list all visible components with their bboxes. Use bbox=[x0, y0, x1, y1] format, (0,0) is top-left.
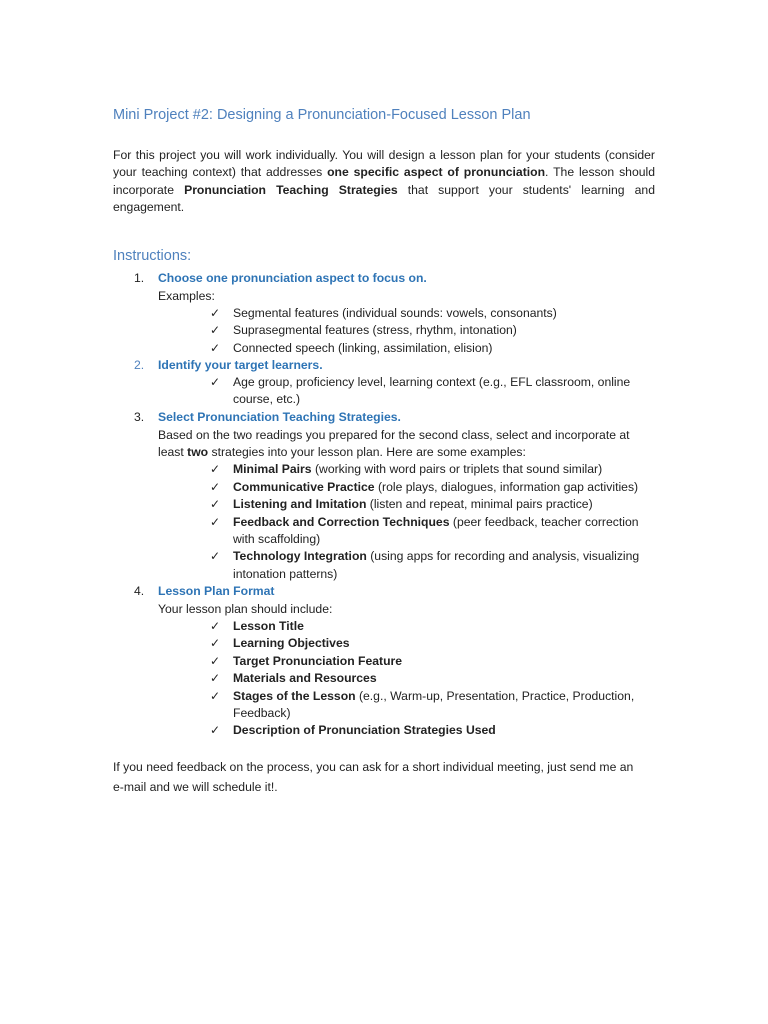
checkmark-icon: ✓ bbox=[210, 341, 221, 355]
checkmark-icon: ✓ bbox=[210, 654, 221, 668]
item-bold: Learning Objectives bbox=[233, 636, 350, 650]
list-item bbox=[233, 670, 377, 687]
step-title: Choose one pronunciation aspect to focus on. bbox=[158, 271, 427, 285]
checkmark-icon: ✓ bbox=[210, 636, 221, 650]
instructions-heading: Instructions: bbox=[113, 248, 192, 264]
list-item bbox=[233, 514, 639, 531]
item-bold: Description of Pronunciation Strategies Used bbox=[233, 723, 496, 737]
step-subtext bbox=[158, 444, 526, 461]
step-number: 1. bbox=[134, 271, 145, 285]
step-title: Identify your target learners. bbox=[158, 358, 323, 372]
list-item: Age group, proficiency level, learning context (e.g., EFL classroom, online bbox=[233, 375, 631, 389]
item-bold: Minimal Pairs bbox=[233, 462, 312, 476]
item-bold: Materials and Resources bbox=[233, 671, 377, 685]
checkmark-icon: ✓ bbox=[210, 515, 221, 529]
list-item bbox=[233, 479, 638, 496]
item-text: (working with word pairs or triplets that sound similar) bbox=[311, 462, 603, 476]
list-item-continuation: intonation patterns) bbox=[233, 567, 338, 581]
list-item bbox=[233, 688, 634, 705]
intro-paragraph bbox=[113, 147, 655, 217]
list-item bbox=[233, 618, 304, 635]
list-item: Suprasegmental features (stress, rhythm, intonation) bbox=[233, 323, 517, 337]
checkmark-icon: ✓ bbox=[210, 671, 221, 685]
list-item bbox=[233, 548, 639, 565]
closing-line: e-mail and we will schedule it!. bbox=[113, 780, 278, 794]
checkmark-icon: ✓ bbox=[210, 480, 221, 494]
checkmark-icon: ✓ bbox=[210, 306, 221, 320]
subtext-bold: two bbox=[187, 445, 209, 459]
item-text: (using apps for recording and analysis, visualizing bbox=[366, 549, 640, 563]
list-item bbox=[233, 722, 496, 739]
list-item-continuation: Feedback) bbox=[233, 706, 291, 720]
checkmark-icon: ✓ bbox=[210, 549, 221, 563]
step-number: 2. bbox=[134, 358, 145, 372]
item-bold: Communicative Practice bbox=[233, 480, 375, 494]
step-subtext: Based on the two readings you prepared for the second class, select and incorporate at bbox=[158, 428, 630, 442]
subtext-part: least bbox=[158, 445, 188, 459]
item-bold: Technology Integration bbox=[233, 549, 367, 563]
item-text: (role plays, dialogues, information gap activities) bbox=[374, 480, 639, 494]
closing-paragraph bbox=[113, 757, 658, 797]
step-subtext: Your lesson plan should include: bbox=[158, 602, 333, 616]
list-item bbox=[233, 653, 402, 670]
checkmark-icon: ✓ bbox=[210, 689, 221, 703]
checkmark-icon: ✓ bbox=[210, 375, 221, 389]
item-bold: Lesson Title bbox=[233, 619, 304, 633]
item-bold: Listening and Imitation bbox=[233, 497, 367, 511]
item-bold: Target Pronunciation Feature bbox=[233, 654, 403, 668]
subtext-part: strategies into your lesson plan. Here are some examples: bbox=[208, 445, 526, 459]
list-item bbox=[233, 496, 593, 513]
list-item-continuation: with scaffolding) bbox=[233, 532, 321, 546]
intro-text-3: that support your students' learning and engagement. bbox=[113, 182, 655, 215]
item-text: (peer feedback, teacher correction bbox=[449, 515, 639, 529]
item-bold: Feedback and Correction Techniques bbox=[233, 515, 450, 529]
list-item: Connected speech (linking, assimilation, elision) bbox=[233, 341, 493, 355]
item-bold: Stages of the Lesson bbox=[233, 689, 356, 703]
checkmark-icon: ✓ bbox=[210, 619, 221, 633]
intro-text-2: . The lesson should incorporate bbox=[113, 165, 655, 197]
checkmark-icon: ✓ bbox=[210, 723, 221, 737]
step-number: 4. bbox=[134, 584, 145, 598]
intro-text-1: For this project you will work individually. You will design a lesson plan for your students (consider your teaching context) that addresses bbox=[113, 148, 655, 180]
checkmark-icon: ✓ bbox=[210, 497, 221, 511]
list-item: Segmental features (individual sounds: vowels, consonants) bbox=[233, 306, 557, 320]
list-item bbox=[233, 461, 602, 478]
list-item-continuation: course, etc.) bbox=[233, 392, 301, 406]
checkmark-icon: ✓ bbox=[210, 462, 221, 476]
document-title: Mini Project #2: Designing a Pronunciation-Focused Lesson Plan bbox=[113, 107, 531, 123]
step-number: 3. bbox=[134, 410, 145, 424]
step-title: Lesson Plan Format bbox=[158, 584, 275, 598]
item-text: (e.g., Warm-up, Presentation, Practice, Production, bbox=[355, 689, 635, 703]
checkmark-icon: ✓ bbox=[210, 323, 221, 337]
step-title: Select Pronunciation Teaching Strategies. bbox=[158, 410, 401, 424]
closing-line: If you need feedback on the process, you can ask for a short individual meeting, just send me an bbox=[113, 760, 634, 774]
step-subtext: Examples: bbox=[158, 289, 215, 303]
list-item bbox=[233, 635, 350, 652]
intro-bold-2: Pronunciation Teaching Strategies bbox=[184, 182, 398, 197]
intro-bold-1: one specific aspect of pronunciation bbox=[327, 165, 546, 180]
item-text: (listen and repeat, minimal pairs practice) bbox=[366, 497, 593, 511]
